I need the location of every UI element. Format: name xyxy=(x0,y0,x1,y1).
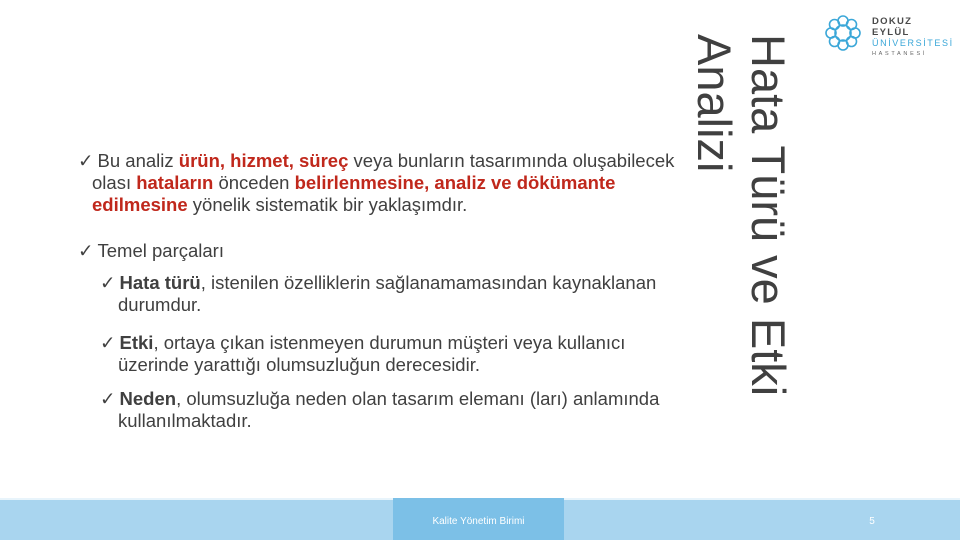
text: , ortaya çıkan istenmeyen durumun müşteri veya kullanıcı xyxy=(153,332,626,353)
text: olası xyxy=(92,172,137,193)
text: kullanılmaktadır. xyxy=(118,410,252,431)
term: Neden xyxy=(119,388,177,409)
highlight: belirlenmesine, analiz ve dökümante xyxy=(294,172,616,193)
logo-line-2: ÜNİVERSİTESİ xyxy=(872,38,954,48)
university-emblem-icon xyxy=(822,12,864,54)
check-icon: ✓ xyxy=(78,150,94,171)
term: Hata türü xyxy=(119,272,201,293)
title-line-1: Hata Türü ve Etki xyxy=(742,34,795,397)
logo-line-1: DOKUZ EYLÜL xyxy=(872,16,913,38)
highlight: edilmesine xyxy=(92,194,188,215)
check-icon: ✓ xyxy=(100,332,116,353)
text: , istenilen özelliklerin sağlanamamasından kaynaklanan xyxy=(200,272,657,293)
highlight: ürün, hizmet, süreç xyxy=(178,150,349,171)
footer-label-box xyxy=(393,498,564,540)
title-line-2: Analizi xyxy=(688,34,741,173)
slide-title xyxy=(678,34,795,397)
logo-text xyxy=(872,16,952,59)
text: durumdur. xyxy=(118,294,202,315)
hospital-logo xyxy=(822,12,954,57)
check-icon: ✓ xyxy=(78,240,94,261)
logo-line-3: HASTANESİ xyxy=(872,51,928,57)
text: veya bunların tasarımında oluşabilecek xyxy=(348,150,675,171)
text: Bu analiz xyxy=(97,150,179,171)
text: üzerinde yarattığı olumsuzluğun derecesidir. xyxy=(118,354,480,375)
bullet-label: Temel parçaları xyxy=(97,240,224,261)
check-icon: ✓ xyxy=(100,388,116,409)
highlight: hataların xyxy=(136,172,214,193)
footer-label: Kalite Yönetim Birimi xyxy=(432,516,525,527)
check-icon: ✓ xyxy=(100,272,116,293)
text: yönelik sistematik bir yaklaşımdır. xyxy=(187,194,468,215)
slide-title-text xyxy=(687,34,795,397)
text: önceden xyxy=(213,172,295,193)
text: , olumsuzluğa neden olan tasarım elemanı (ları) anlamında xyxy=(176,388,660,409)
term: Etki xyxy=(119,332,154,353)
page-number: 5 xyxy=(869,516,875,527)
